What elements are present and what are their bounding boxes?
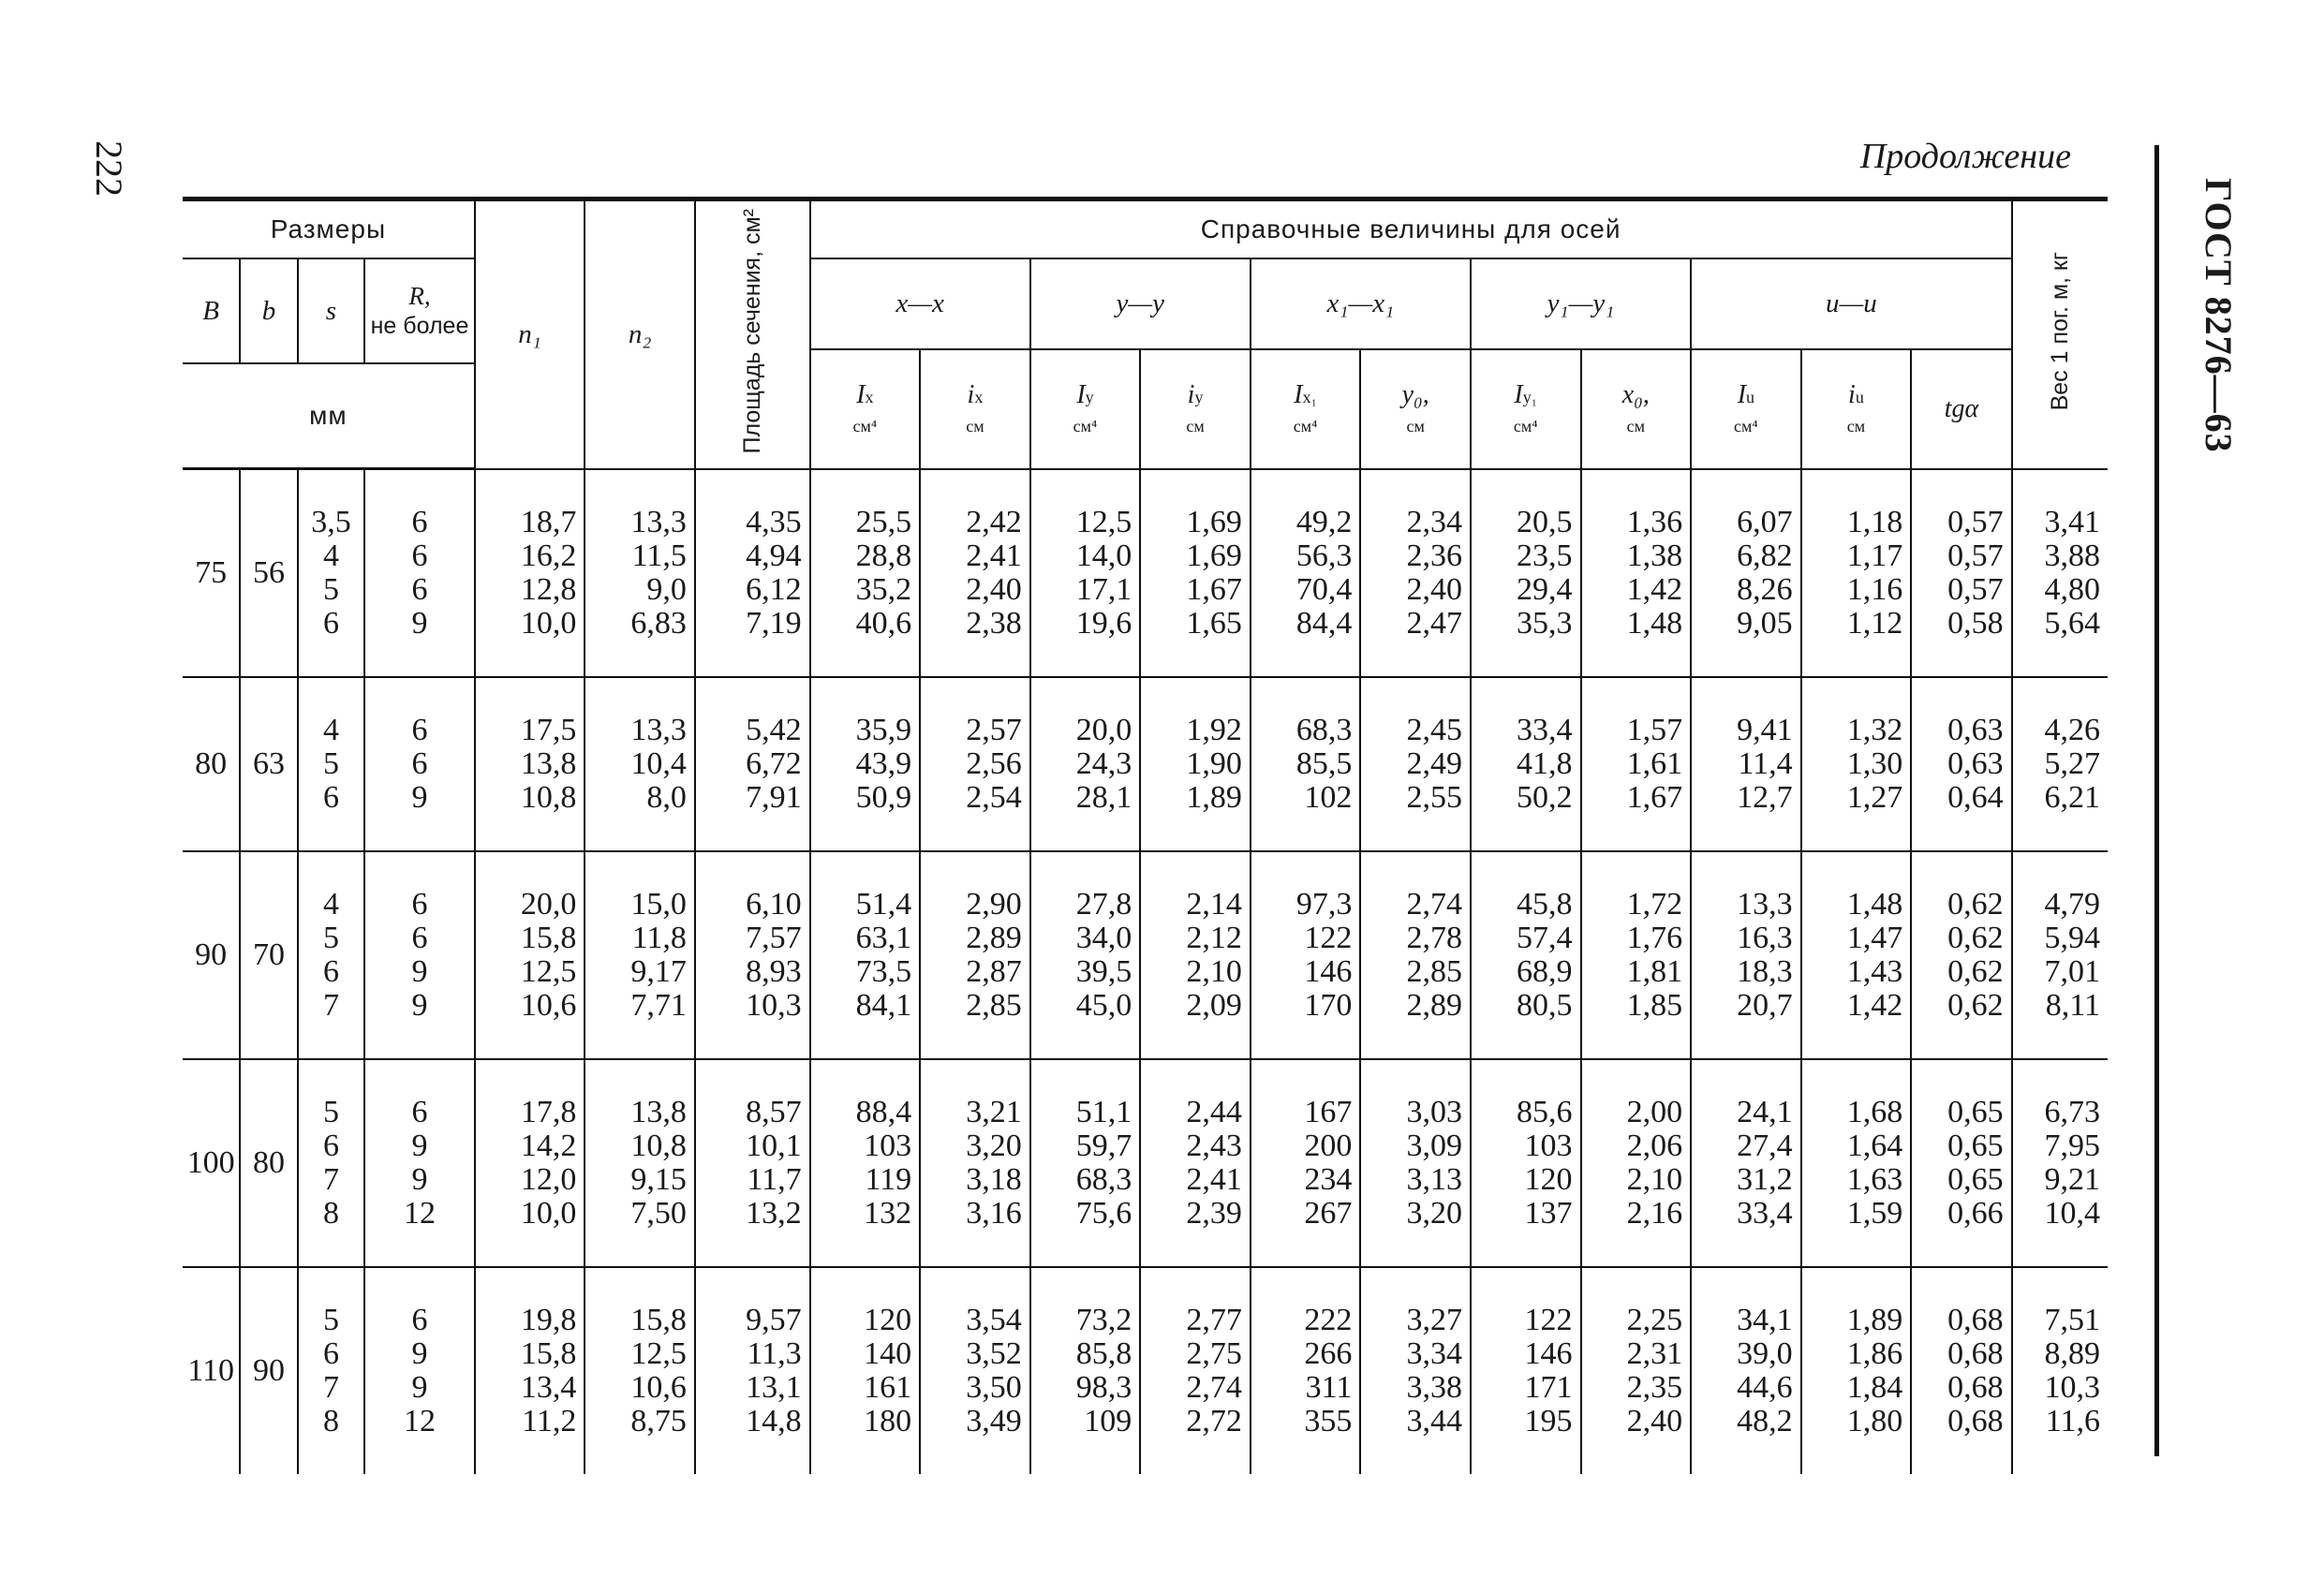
- cell-x0: 1,57 1,61 1,67: [1581, 677, 1692, 851]
- n1-header: n₁: [475, 199, 585, 469]
- cell-Iy1: 33,4 41,8 50,2: [1471, 677, 1581, 851]
- cell-n2: 13,3 11,5 9,0 6,83: [585, 469, 695, 678]
- cell-Iu: 9,41 11,4 12,7: [1691, 677, 1801, 851]
- cell-iu: 1,48 1,47 1,43 1,42: [1801, 851, 1912, 1059]
- cell-s: 4 5 6: [298, 677, 365, 851]
- cell-Ix: 120 140 161 180: [810, 1267, 921, 1474]
- cell-iu: 1,32 1,30 1,27: [1801, 677, 1912, 851]
- table-row: [183, 677, 2108, 851]
- cell-B: 75: [195, 555, 228, 590]
- subheader-9: iu см: [1801, 349, 1912, 469]
- cell-n2: 13,3 10,4 8,0: [585, 677, 695, 851]
- cell-ix: 2,42 2,41 2,40 2,38: [920, 469, 1030, 678]
- cell-n1: 17,5 13,8 10,8: [475, 677, 585, 851]
- B-header: B: [183, 258, 240, 363]
- cell-ix: 3,54 3,52 3,50 3,49: [920, 1267, 1030, 1474]
- cell-Iy: 27,8 34,0 39,5 45,0: [1030, 851, 1141, 1059]
- axis-y1-y1: y₁—y₁: [1471, 258, 1691, 349]
- cell-area: 5,42 6,72 7,91: [695, 677, 810, 851]
- cell-iy: 2,44 2,43 2,41 2,39: [1140, 1059, 1251, 1267]
- cell-Ix1: 97,3 122 146 170: [1251, 851, 1361, 1059]
- subheader-10: tgα: [1911, 349, 2011, 469]
- cell-y0: 3,27 3,34 3,38 3,44: [1360, 1267, 1471, 1474]
- cell-ix: 2,57 2,56 2,54: [920, 677, 1030, 851]
- cell-n2: 15,8 12,5 10,6 8,75: [585, 1267, 695, 1474]
- reference-header: Справочные величины для осей: [810, 199, 2012, 259]
- cell-tga: 0,57 0,57 0,57 0,58: [1911, 469, 2011, 678]
- cell-Iy1: 85,6 103 120 137: [1471, 1059, 1581, 1267]
- cell-weight: 4,79 5,94 7,01 8,11: [2012, 851, 2108, 1059]
- cell-x0: 1,72 1,76 1,81 1,85: [1581, 851, 1692, 1059]
- mm-header: мм: [183, 363, 475, 469]
- cell-R: 6 9 9 12: [364, 1059, 475, 1267]
- cell-iy: 1,69 1,69 1,67 1,65: [1140, 469, 1251, 678]
- cell-b: 63: [240, 677, 297, 851]
- table-row: [183, 851, 2108, 1059]
- cell-tga: 0,62 0,62 0,62 0,62: [1911, 851, 2011, 1059]
- subheader-8: Iu см⁴: [1691, 349, 1801, 469]
- cell-area: 8,57 10,1 11,7 13,2: [695, 1059, 810, 1267]
- n2-header: n₂: [585, 199, 695, 469]
- cell-iy: 2,14 2,12 2,10 2,09: [1140, 851, 1251, 1059]
- cell-Ix: 25,5 28,8 35,2 40,6: [810, 469, 921, 678]
- axis-x1-x1: x₁—x₁: [1251, 258, 1471, 349]
- cell-Iu: 13,3 16,3 18,3 20,7: [1691, 851, 1801, 1059]
- cell-weight: 4,26 5,27 6,21: [2012, 677, 2108, 851]
- cell-y0: 2,74 2,78 2,85 2,89: [1360, 851, 1471, 1059]
- cell-tga: 0,63 0,63 0,64: [1911, 677, 2011, 851]
- cell-Iy: 12,5 14,0 17,1 19,6: [1030, 469, 1141, 678]
- cell-Ix: 35,9 43,9 50,9: [810, 677, 921, 851]
- cell-area: 9,57 11,3 13,1 14,8: [695, 1267, 810, 1474]
- subheader-2: Iy см⁴: [1030, 349, 1141, 469]
- cell-b: 56: [240, 469, 297, 678]
- cell-Ix1: 49,2 56,3 70,4 84,4: [1251, 469, 1361, 678]
- cell-tga: 0,65 0,65 0,65 0,66: [1911, 1059, 2011, 1267]
- axis-u-u: u—u: [1691, 258, 2012, 349]
- cell-weight: 3,41 3,88 4,80 5,64: [2012, 469, 2108, 678]
- continuation-label: Продолжение: [1859, 137, 2071, 176]
- cell-area: 4,35 4,94 6,12 7,19: [695, 469, 810, 678]
- axis-x-x: x—x: [810, 258, 1030, 349]
- cell-ix: 2,90 2,89 2,87 2,85: [920, 851, 1030, 1059]
- cell-Iy: 20,0 24,3 28,1: [1030, 677, 1141, 851]
- subheader-5: y₀, см: [1360, 349, 1471, 469]
- subheader-0: Ix см⁴: [810, 349, 921, 469]
- cell-n1: 20,0 15,8 12,5 10,6: [475, 851, 585, 1059]
- cell-iy: 2,77 2,75 2,74 2,72: [1140, 1267, 1251, 1474]
- cell-weight: 7,51 8,89 10,3 11,6: [2012, 1267, 2108, 1474]
- gost-label: ГОСТ 8276—63: [2198, 178, 2240, 453]
- page-number: 222: [88, 140, 130, 197]
- cell-x0: 2,00 2,06 2,10 2,16: [1581, 1059, 1692, 1267]
- table-row: [183, 469, 2108, 678]
- cell-s: 5 6 7 8: [298, 1267, 365, 1474]
- subheader-6: Iy₁ см⁴: [1471, 349, 1581, 469]
- table-row: [183, 1267, 2108, 1474]
- cell-Ix: 88,4 103 119 132: [810, 1059, 921, 1267]
- right-margin-rule: [2154, 145, 2159, 1456]
- cell-s: 5 6 7 8: [298, 1059, 365, 1267]
- cell-B: 90: [183, 851, 240, 1059]
- cell-s: 4 5 6 7: [298, 851, 365, 1059]
- cell-iu: 1,89 1,86 1,84 1,80: [1801, 1267, 1912, 1474]
- cell-n2: 15,0 11,8 9,17 7,71: [585, 851, 695, 1059]
- cell-ix: 3,21 3,20 3,18 3,16: [920, 1059, 1030, 1267]
- cell-y0: 2,45 2,49 2,55: [1360, 677, 1471, 851]
- cell-tga: 0,68 0,68 0,68 0,68: [1911, 1267, 2011, 1474]
- subheader-7: x₀, см: [1581, 349, 1692, 469]
- cell-B: 80: [183, 677, 240, 851]
- cell-Iu: 24,1 27,4 31,2 33,4: [1691, 1059, 1801, 1267]
- cell-R: 6 6 9 9: [364, 851, 475, 1059]
- angle-section-table: [183, 197, 2108, 1474]
- cell-Iy: 73,2 85,8 98,3 109: [1030, 1267, 1141, 1474]
- cell-n1: 19,8 15,8 13,4 11,2: [475, 1267, 585, 1474]
- cell-b: 70: [240, 851, 297, 1059]
- cell-Iu: 6,07 6,82 8,26 9,05: [1691, 469, 1801, 678]
- cell-iy: 1,92 1,90 1,89: [1140, 677, 1251, 851]
- cell-Iu: 34,1 39,0 44,6 48,2: [1691, 1267, 1801, 1474]
- cell-Iy1: 20,5 23,5 29,4 35,3: [1471, 469, 1581, 678]
- cell-B: 110: [183, 1267, 240, 1474]
- dimensions-header: Размеры: [183, 199, 475, 259]
- cell-n1: 17,8 14,2 12,0 10,0: [475, 1059, 585, 1267]
- cell-R: 6 6 9: [364, 677, 475, 851]
- cell-b: 80: [240, 1059, 297, 1267]
- cell-Iy: 51,1 59,7 68,3 75,6: [1030, 1059, 1141, 1267]
- cell-R: 6 9 9 12: [364, 1267, 475, 1474]
- subheader-1: ix см: [920, 349, 1030, 469]
- cell-b: 90: [240, 1267, 297, 1474]
- area-header: Площадь сечения, см²: [695, 199, 810, 469]
- cell-Iy1: 122 146 171 195: [1471, 1267, 1581, 1474]
- cell-iu: 1,68 1,64 1,63 1,59: [1801, 1059, 1912, 1267]
- cell-s: 3,5 4 5 6: [298, 469, 365, 678]
- cell-Iy1: 45,8 57,4 68,9 80,5: [1471, 851, 1581, 1059]
- cell-area: 6,10 7,57 8,93 10,3: [695, 851, 810, 1059]
- cell-n2: 13,8 10,8 9,15 7,50: [585, 1059, 695, 1267]
- cell-y0: 2,34 2,36 2,40 2,47: [1360, 469, 1471, 678]
- s-header: s: [298, 258, 365, 363]
- cell-y0: 3,03 3,09 3,13 3,20: [1360, 1059, 1471, 1267]
- subheader-4: Ix₁ см⁴: [1251, 349, 1361, 469]
- b-header: b: [240, 258, 297, 363]
- cell-x0: 2,25 2,31 2,35 2,40: [1581, 1267, 1692, 1474]
- cell-weight: 6,73 7,95 9,21 10,4: [2012, 1059, 2108, 1267]
- cell-Ix1: 68,3 85,5 102: [1251, 677, 1361, 851]
- cell-iu: 1,18 1,17 1,16 1,12: [1801, 469, 1912, 678]
- cell-Ix: 51,4 63,1 73,5 84,1: [810, 851, 921, 1059]
- cell-n1: 18,7 16,2 12,8 10,0: [475, 469, 585, 678]
- cell-B: 100: [183, 1059, 240, 1267]
- R-header: R, не более: [364, 258, 475, 363]
- axis-y-y: y—y: [1030, 258, 1251, 349]
- cell-x0: 1,36 1,38 1,42 1,48: [1581, 469, 1692, 678]
- cell-R: 6 6 6 9: [364, 469, 475, 678]
- cell-Ix1: 167 200 234 267: [1251, 1059, 1361, 1267]
- table-row: [183, 1059, 2108, 1267]
- cell-Ix1: 222 266 311 355: [1251, 1267, 1361, 1474]
- weight-header: Вес 1 пог. м, кг: [2012, 199, 2108, 469]
- subheader-3: iy см: [1140, 349, 1251, 469]
